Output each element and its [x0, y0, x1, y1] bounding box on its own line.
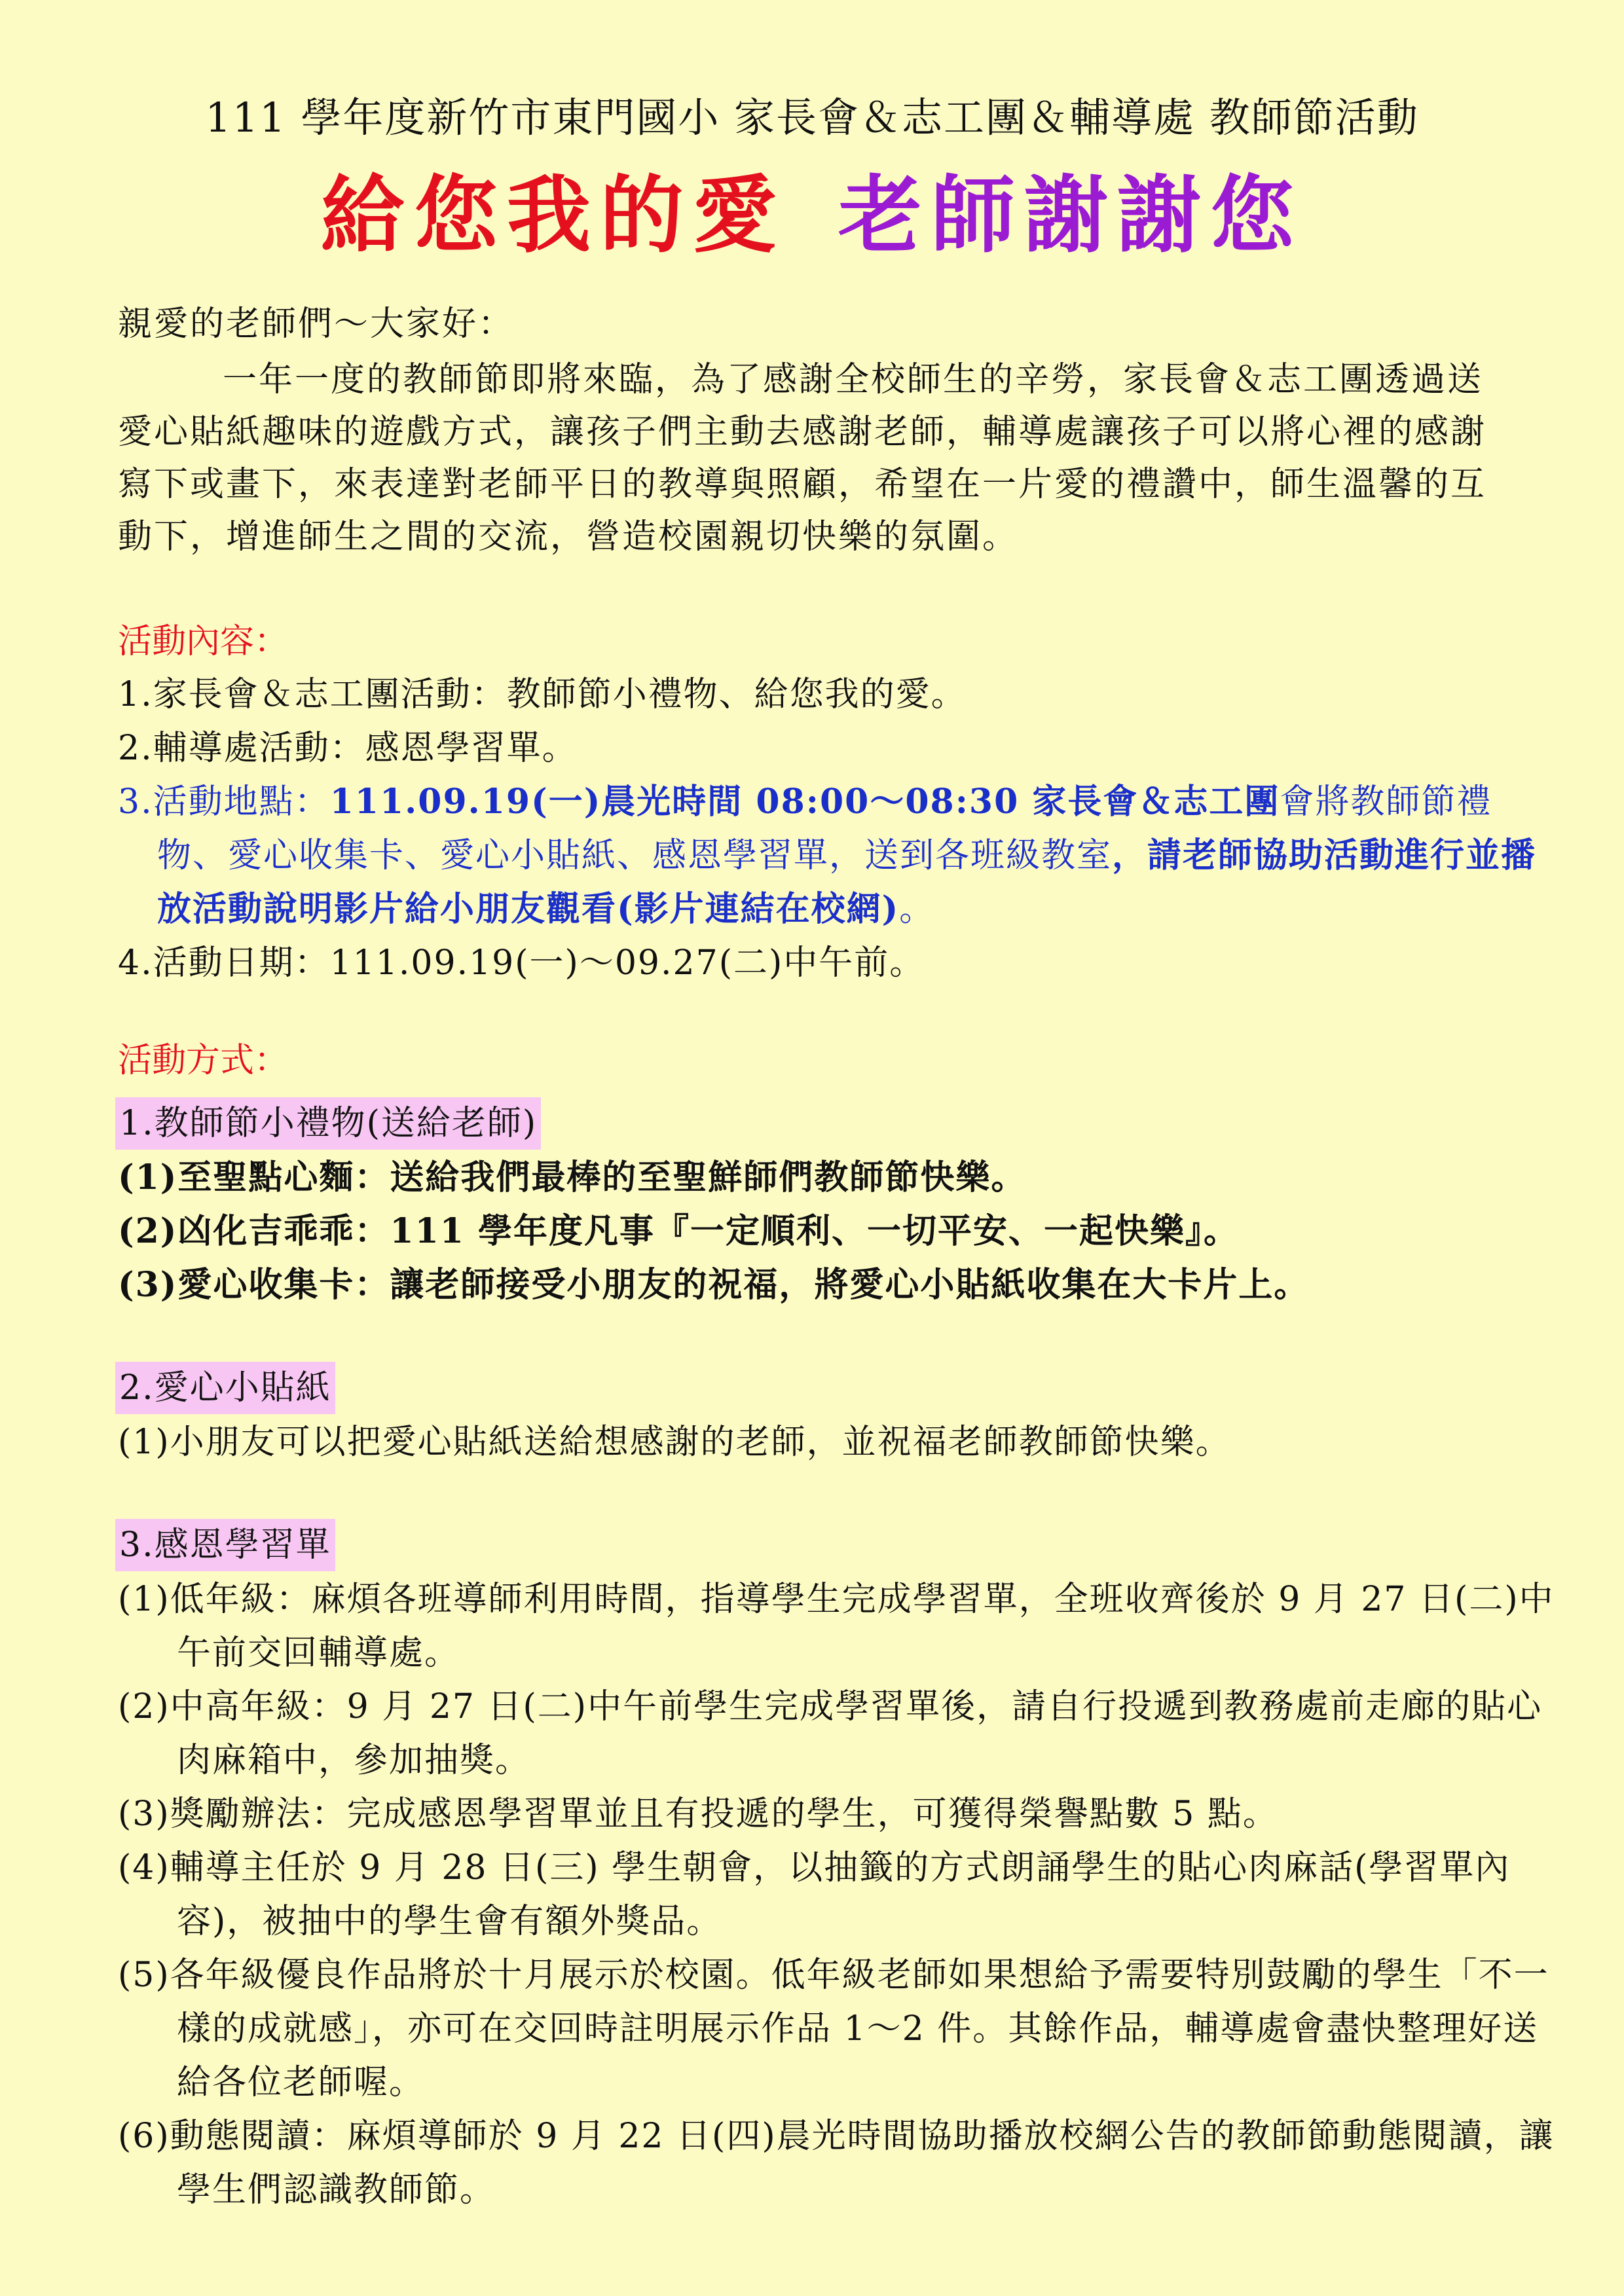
- method-sub1-item-3: (3)愛心收集卡：讓老師接受小朋友的祝福，將愛心小貼紙收集在大卡片上。: [118, 1265, 1310, 1305]
- method-sub1-item-2: (2)凶化吉乖乖：111 學年度凡事『一定順利、一切平安、一起快樂』。: [118, 1211, 1240, 1251]
- method-sub1-item-1: (1)至聖點心麵：送給我們最棒的至聖鮮師們教師節快樂。: [118, 1157, 1027, 1197]
- content-item-3-request: ，請老師協助活動進行並播放活動說明影片給小朋友觀看(影片連結在校網): [157, 835, 1537, 929]
- title-purple-part: 老師謝謝您: [838, 167, 1304, 264]
- event-title: [0, 164, 1624, 268]
- method-sub1-title: 1.教師節小禮物(送給老師): [115, 1097, 541, 1150]
- content-item-3-end: 。: [899, 890, 935, 929]
- method-sub3-item-3: (3)獎勵辦法：完成感恩學習單並且有投遞的學生，可獲得榮譽點數 5 點。: [118, 1795, 1278, 1834]
- method-sub3-title: 3.感恩學習單: [115, 1519, 335, 1571]
- letter-intro: 一年一度的教師節即將來臨，為了感謝全校師生的辛勞，家長會＆志工團透過送愛心貼紙趣味的遊戲方式，讓孩子們主動去感謝老師，輔導處讓孩子可以將心裡的感謝寫下或畫下，來表達對老師平日的教導與照顧，希望在一片愛的禮讚中，師生溫馨的互動下，增進師生之間的交流，營造校園親切快樂的氛圍。: [118, 360, 1487, 556]
- method-sub3-item-1: (1)低年級：麻煩各班導師利用時間，指導學生完成學習單，全班收齊後於 9 月 27 日(二)中午前交回輔導處。: [118, 1580, 1555, 1673]
- method-sub3-item-4: (4)輔導主任於 9 月 28 日(三) 學生朝會，以抽籤的方式朗誦學生的貼心肉麻話(學習單內容)，被抽中的學生會有額外獎品。: [118, 1848, 1511, 1941]
- content-item-3-time: 111.09.19(一)晨光時間 08:00～08:30 家長會＆志工團: [329, 782, 1280, 822]
- content-heading: 活動內容：: [118, 622, 289, 661]
- content-item-4: 4.活動日期：111.09.19(一)～09.27(二)中午前。: [118, 943, 925, 983]
- method-sub3-item-6: (6)動態閱讀：麻煩導師於 9 月 22 日(四)晨光時間協助播放校網公告的教師節動態閱讀，讓學生們認識教師節。: [118, 2117, 1555, 2210]
- content-item-2: 2.輔導處活動：感恩學習單。: [118, 729, 578, 768]
- content-item-1: 1.家長會＆志工團活動：教師節小禮物、給您我的愛。: [118, 675, 967, 714]
- content-item-3-prefix: 3.活動地點：: [118, 782, 330, 822]
- event-header: 111 學年度新竹市東門國小 家長會＆志工團＆輔導處 教師節活動: [205, 94, 1419, 141]
- letter-greeting: 親愛的老師們～大家好：: [118, 304, 515, 344]
- method-heading: 活動方式：: [118, 1041, 289, 1080]
- method-sub2-item-1: (1)小朋友可以把愛心貼紙送給想感謝的老師，並祝福老師教師節快樂。: [118, 1423, 1231, 1462]
- content-item-3: [118, 775, 1552, 936]
- method-sub3-item-5: (5)各年級優良作品將於十月展示於校園。低年級老師如果想給予需要特別鼓勵的學生「不一樣的成就感」，亦可在交回時註明展示作品 1～2 件。其餘作品，輔導處會盡快整理好送給各位老師喔。: [118, 1956, 1549, 2102]
- method-sub2-title: 2.愛心小貼紙: [115, 1362, 335, 1414]
- content-item-3-detail: 會將教師節禮物、愛心收集卡、愛心小貼紙、感恩學習單，送到各班級教室: [157, 782, 1492, 875]
- method-sub3-item-2: (2)中高年級：9 月 27 日(二)中午前學生完成學習單後，請自行投遞到教務處前走廊的貼心肉麻箱中，參加抽獎。: [118, 1687, 1543, 1780]
- title-red-part: 給您我的愛: [320, 167, 786, 264]
